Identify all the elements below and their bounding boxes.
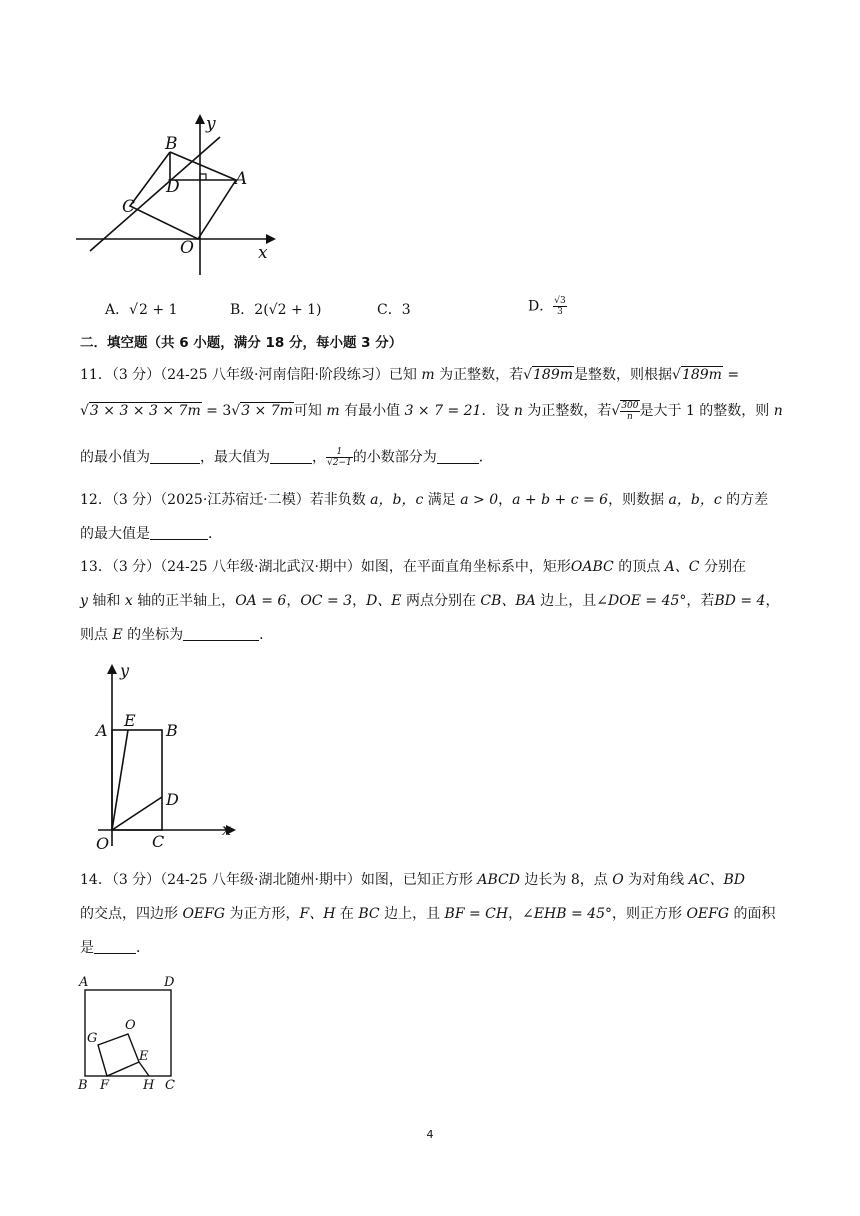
square-oefg [98, 1034, 139, 1076]
option-c[interactable]: C．3 [377, 302, 411, 318]
segment-eh [139, 1062, 149, 1076]
label-c: C [152, 832, 165, 851]
label-c: C [122, 197, 136, 217]
label-g: G [87, 1031, 98, 1046]
label-a: A [79, 975, 89, 990]
right-angle-mark [200, 174, 206, 180]
answer-blank-2[interactable] [270, 449, 312, 464]
section-title: 二．填空题（共 6 小题，满分 18 分，每小题 3 分） [80, 335, 403, 351]
q14-line1: 14．（3 分）（24-25 八年级·湖北随州·期中）如图，已知正方形 ABCD 边长为 8，点 O 为对角线 AC、BD [80, 872, 745, 888]
label-d: D [166, 177, 180, 197]
q13-line2: y 轴和 x 轴的正半轴上，OA = 6，OC = 3，D、E 两点分别在 CB、BA 边上，且∠DOE = 45°，若BD = 4， [80, 593, 780, 609]
quad-bao [130, 152, 236, 239]
figure-q14 [75, 968, 190, 1092]
label-e: E [139, 1049, 149, 1064]
q13-line1: 13．（3 分）（24-25 八年级·湖北武汉·期中）如图，在平面直角坐标系中，矩形OABC 的顶点 A、C 分别在 [80, 559, 746, 575]
label-o: O [96, 834, 110, 852]
label-a: A [96, 721, 108, 740]
square-abcd [85, 990, 171, 1076]
label-b: B [165, 134, 178, 154]
segment-oe [112, 730, 128, 830]
q10-options [105, 296, 585, 322]
label-b: B [166, 721, 178, 740]
q12-line2: 的最大值是 ． [80, 526, 222, 542]
page-number: 4 [426, 1128, 434, 1141]
label-d: D [164, 975, 175, 990]
segment-od [112, 797, 162, 830]
y-axis-arrow [195, 114, 205, 124]
label-o: O [125, 1018, 136, 1033]
label-f: F [100, 1078, 110, 1092]
option-d-fraction: $\frac{√3}{3}$ [554, 296, 566, 317]
label-b: B [78, 1078, 88, 1092]
option-a[interactable]: A．√2 + 1 [105, 302, 178, 318]
figure-q10 [70, 110, 280, 275]
label-c: C [165, 1078, 175, 1092]
answer-blank-1[interactable] [150, 449, 200, 464]
option-b[interactable]: B．2(√2 + 1) [230, 302, 322, 318]
answer-blank-5[interactable] [183, 626, 259, 641]
q14-line2: 的交点，四边形 OEFG 为正方形，F、H 在 BC 边上，且 BF = CH，∠EHB = 45°，则正方形 OEFG 的面积 [80, 906, 776, 922]
label-x: x [258, 243, 268, 263]
q11-line3: 的最小值为 ，最大值为 ， $\frac{1}{√2-1}$ 的小数部分为 ． [80, 447, 493, 468]
q12-line1: 12．（3 分）（2025·江苏宿迁·二模）若非负数 a，b，c 满足 a > 0，a + b + c = 6，则数据 a，b，c 的方差 [80, 492, 769, 508]
answer-blank-3[interactable] [437, 449, 479, 464]
label-y: y [206, 114, 216, 134]
label-y: y [120, 661, 130, 680]
q11-line2: √3 × 3 × 3 × 7m = 3√3 × 7m可知 m 有最小值 3 × 7 = 21．设 n 为正整数，若√ $\frac{300}{n}$ 是大于 1 的整数，则 n [80, 401, 783, 422]
answer-blank-4[interactable] [150, 525, 208, 540]
label-a: A [235, 169, 248, 189]
label-o: O [180, 238, 194, 258]
label-d: D [166, 790, 179, 809]
answer-blank-6[interactable] [94, 939, 136, 954]
q14-line3: 是 ． [80, 940, 150, 956]
label-e: E [124, 711, 136, 730]
label-h: H [143, 1078, 155, 1092]
y-axis-arrow [107, 664, 117, 674]
figure-q13 [88, 660, 248, 852]
q13-line3: 则点 E 的坐标为 ． [80, 627, 274, 643]
option-d[interactable]: D． $\frac{√3}{3}$ [528, 296, 566, 317]
q11-line1: 11．（3 分）（24-25 八年级·河南信阳·阶段练习）已知 m 为正整数，若√189m是整数，则根据√189m = [80, 367, 740, 383]
label-x: x [222, 820, 232, 839]
